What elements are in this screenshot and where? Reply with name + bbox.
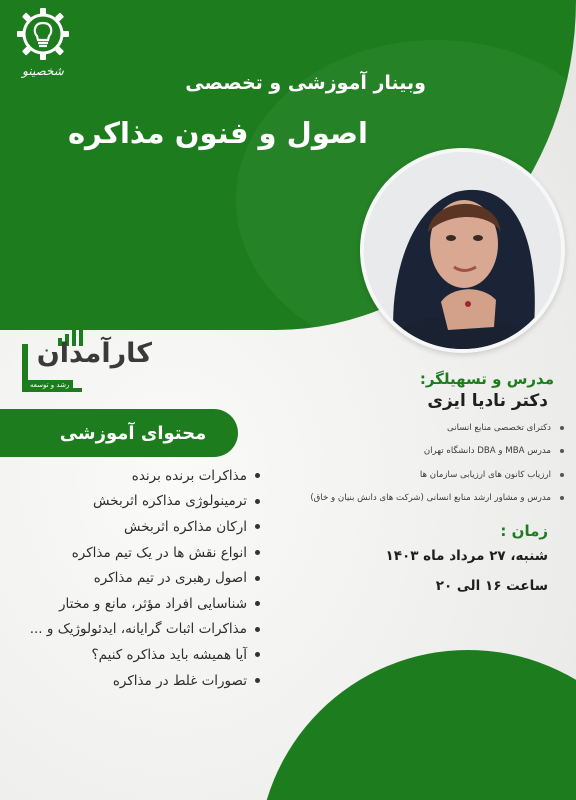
bullet-icon (560, 449, 564, 453)
shakhseino-logo (10, 6, 76, 86)
bullet-icon (255, 550, 260, 555)
webinar-subtitle: وبینار آموزشی و تخصصی (185, 72, 426, 94)
credential-item (244, 487, 564, 511)
list-item-text: ارکان مذاکره اثربخش (124, 518, 247, 535)
credential-text: مدرس و مشاور ارشد منابع انسانی (شرکت های دانش بنیان و خاق) (310, 493, 551, 504)
credential-text: مدرس MBA و DBA دانشگاه تهران (423, 446, 551, 457)
bullet-icon (560, 473, 564, 477)
list-item-text: مذاکرات اثبات گرایانه، ایدئولوژیک و ... (29, 621, 247, 638)
list-item (0, 591, 260, 617)
bullet-icon (255, 601, 260, 606)
instructor-name: دکتر نادیا ایزی (427, 391, 548, 411)
instructor-photo (360, 148, 565, 353)
karamadan-logo-tagline: رشد و توسعه (26, 380, 73, 390)
instructor-heading: مدرس و تسهیلگر: (419, 370, 554, 388)
shakhseino-logo-text: شخصینو (22, 64, 64, 78)
list-item (0, 514, 260, 540)
list-item (0, 617, 260, 643)
list-item (0, 540, 260, 566)
bullet-icon (255, 576, 260, 581)
bullet-icon (255, 652, 260, 657)
list-item-text: تصورات غلط در مذاکره (112, 672, 247, 689)
bullet-icon (255, 678, 260, 683)
schedule-heading: زمان : (500, 522, 548, 540)
lightbulb-gear-icon (15, 6, 71, 62)
credential-item (244, 463, 564, 487)
list-item (0, 489, 260, 515)
instructor-credentials (244, 416, 564, 510)
instructor-portrait-image (360, 152, 561, 353)
bullet-icon (560, 496, 564, 500)
webinar-title: اصول و فنون مذاکره (67, 116, 368, 150)
list-item-text: انواع نقش ها در یک تیم مذاکره (71, 544, 247, 561)
list-item-text: شناسایی افراد مؤثر، مانع و مختار (58, 595, 247, 612)
bullet-icon (560, 426, 564, 430)
credential-item (244, 416, 564, 440)
list-item-text: اصول رهبری در تیم مذاکره (93, 570, 247, 587)
content-heading: محتوای آموزشی (59, 422, 207, 444)
credential-text: دکترای تخصصی منابع انسانی (447, 422, 551, 433)
list-item (0, 642, 260, 668)
content-heading-banner (0, 409, 238, 457)
karamadan-logo (22, 326, 162, 392)
list-item-text: مذاکرات برنده برنده (131, 467, 247, 484)
credential-item (244, 440, 564, 464)
list-item-text: ترمینولوژی مذاکره اثربخش (93, 493, 247, 510)
list-item (0, 668, 260, 694)
list-item-text: آیا همیشه باید مذاکره کنیم؟ (91, 646, 247, 663)
karamadan-logo-wordmark: کارآمدان (36, 338, 152, 369)
schedule-date: شنبه، ۲۷ مرداد ماه ۱۴۰۳ (385, 548, 548, 564)
list-item (0, 463, 260, 489)
list-item (0, 565, 260, 591)
credential-text: ارزیاب کانون های ارزیابی سازمان ها (419, 469, 551, 480)
bullet-icon (255, 524, 260, 529)
content-list (0, 463, 260, 693)
schedule-hours: ساعت ۱۶ الی ۲۰ (435, 578, 548, 594)
bullet-icon (255, 627, 260, 632)
